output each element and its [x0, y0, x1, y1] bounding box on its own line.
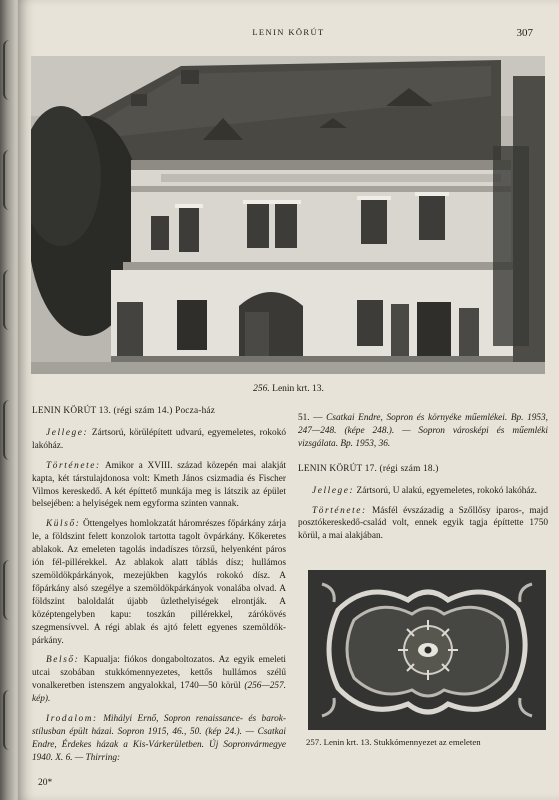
ornament [3, 150, 16, 210]
ornament [3, 270, 16, 330]
tortenete-text: Amikor a XVIII. század közepén mai alakját kapta, két társtulajdonosa volt: Kmeth János csizmadia és Fischer Vilmos kereskedő. A két építtető munkája meg is látszik az épület belsejében: a helyiségek nem egyforma szinten vannak. [32, 460, 286, 510]
continuation-start: 51. — [298, 413, 323, 423]
book-page [18, 0, 559, 800]
jellege-text-17: Zártsorú, U alakú, egyemeletes, rokokó lakóház. [356, 485, 537, 496]
caption-text: Lenin krt. 13. [272, 384, 324, 394]
running-head: LENIN KÖRÚT [252, 27, 325, 37]
irodalom-author-2: Csatkai Endre, Érdekes házak a Kis-Várkerületben. Új Sopronvármegye 1940. X. 6. — [32, 726, 286, 763]
belso-label: Belső: [46, 655, 80, 666]
kulso-label: Külső: [46, 519, 81, 530]
irodalom-continuation [298, 412, 548, 451]
stucco-ceiling-photo [308, 570, 546, 730]
belso-text: Kapualja: fiókos dongaboltozatos. Az egyik emeleti utcai szobában stukkómennyezetes, kettős hullámos szélű vonalkeretben istenszem angyalokkal, 1740—50 körül [32, 655, 286, 692]
figure-caption-256 [18, 384, 559, 394]
jellege-paragraph-17 [298, 485, 548, 498]
entry-heading-13: LENIN KÖRÚT 13. (régi szám 14.) Pocza-ház [32, 406, 216, 416]
entry-heading-17: LENIN KÖRÚT 17. (régi szám 18.) [298, 463, 439, 474]
building-photo [31, 56, 545, 374]
ornament [3, 690, 16, 750]
left-column [32, 405, 286, 772]
kulso-paragraph [32, 518, 286, 647]
right-column [298, 412, 548, 550]
tortenete-label-17: Története: [312, 505, 367, 516]
tortenete-text-17: Másfél évszázadig a Szőllősy iparos-, majd posztókereskedő-család volt, ennek egyik tagja építtette 1750 körül, a mai alakjában. [298, 505, 548, 542]
belso-figure-ref: (256—257. kép). [32, 681, 286, 705]
jellege-label-17: Jellege: [312, 485, 355, 496]
kulso-text: Öttengelyes homlokzatát háromrészes főpárkány zárja le, a földszint felett konzolok tartotta tagolt övpárkány. Kőkeretes ablakok. Az emeleten tagolás indadíszes törzsű, helyenként páros ión fél-pillérekkel. Az ablakok alatt táblás dísz; hullámos szemöldökpárkányok, mezejükben kagylós rokokó dísz. A főpárkány alsó szegélye a szemöldökpárkányok vonalába olvad. A földszint baloldalát újabb üzlethelyiségek elrontják. A középtengelyben kapu: toszkán pillérekkel, zárókövés szegmensívvel. A régi ablak és ajtó felett egyenes szemöldök-párkány. [32, 519, 286, 646]
caption-number: 256. [253, 384, 270, 394]
belso-paragraph [32, 654, 286, 706]
tortenete-paragraph [32, 460, 286, 512]
tortenete-label: Története: [46, 460, 101, 471]
figure-caption-257: 257. Lenin krt. 13. Stukkómennyezet az emeleten [306, 737, 481, 747]
jellege-text: Zártsorú, körülépített udvarú, egyemeletes, rokokó lakóház. [32, 427, 286, 451]
irodalom-author-3: Thirring: [85, 752, 121, 763]
continuation-text: Csatkai Endre, Sopron és környéke műemlékei. Bp. 1953, 247—248. (képe 248.). — Sopron városképi és műemléki vizsgálata. Bp. 1953, 36. [298, 413, 548, 449]
ornament [3, 40, 16, 100]
irodalom-paragraph [32, 713, 286, 765]
irodalom-label: Irodalom: [46, 714, 98, 725]
jellege-paragraph [32, 427, 286, 453]
tortenete-paragraph-17 [298, 505, 548, 544]
irodalom-author-1: Mihályi Ernő, Sopron renaissance- és barok-stílusban épült házai. Sopron 1915, 46., 50. (kép 24.). — [32, 714, 286, 737]
signature-mark: 20* [38, 778, 53, 788]
ornament [3, 560, 16, 620]
ornament [3, 400, 16, 460]
jellege-label: Jellege: [46, 427, 89, 438]
adjacent-page-edge [0, 0, 20, 800]
page-number: 307 [516, 27, 533, 39]
